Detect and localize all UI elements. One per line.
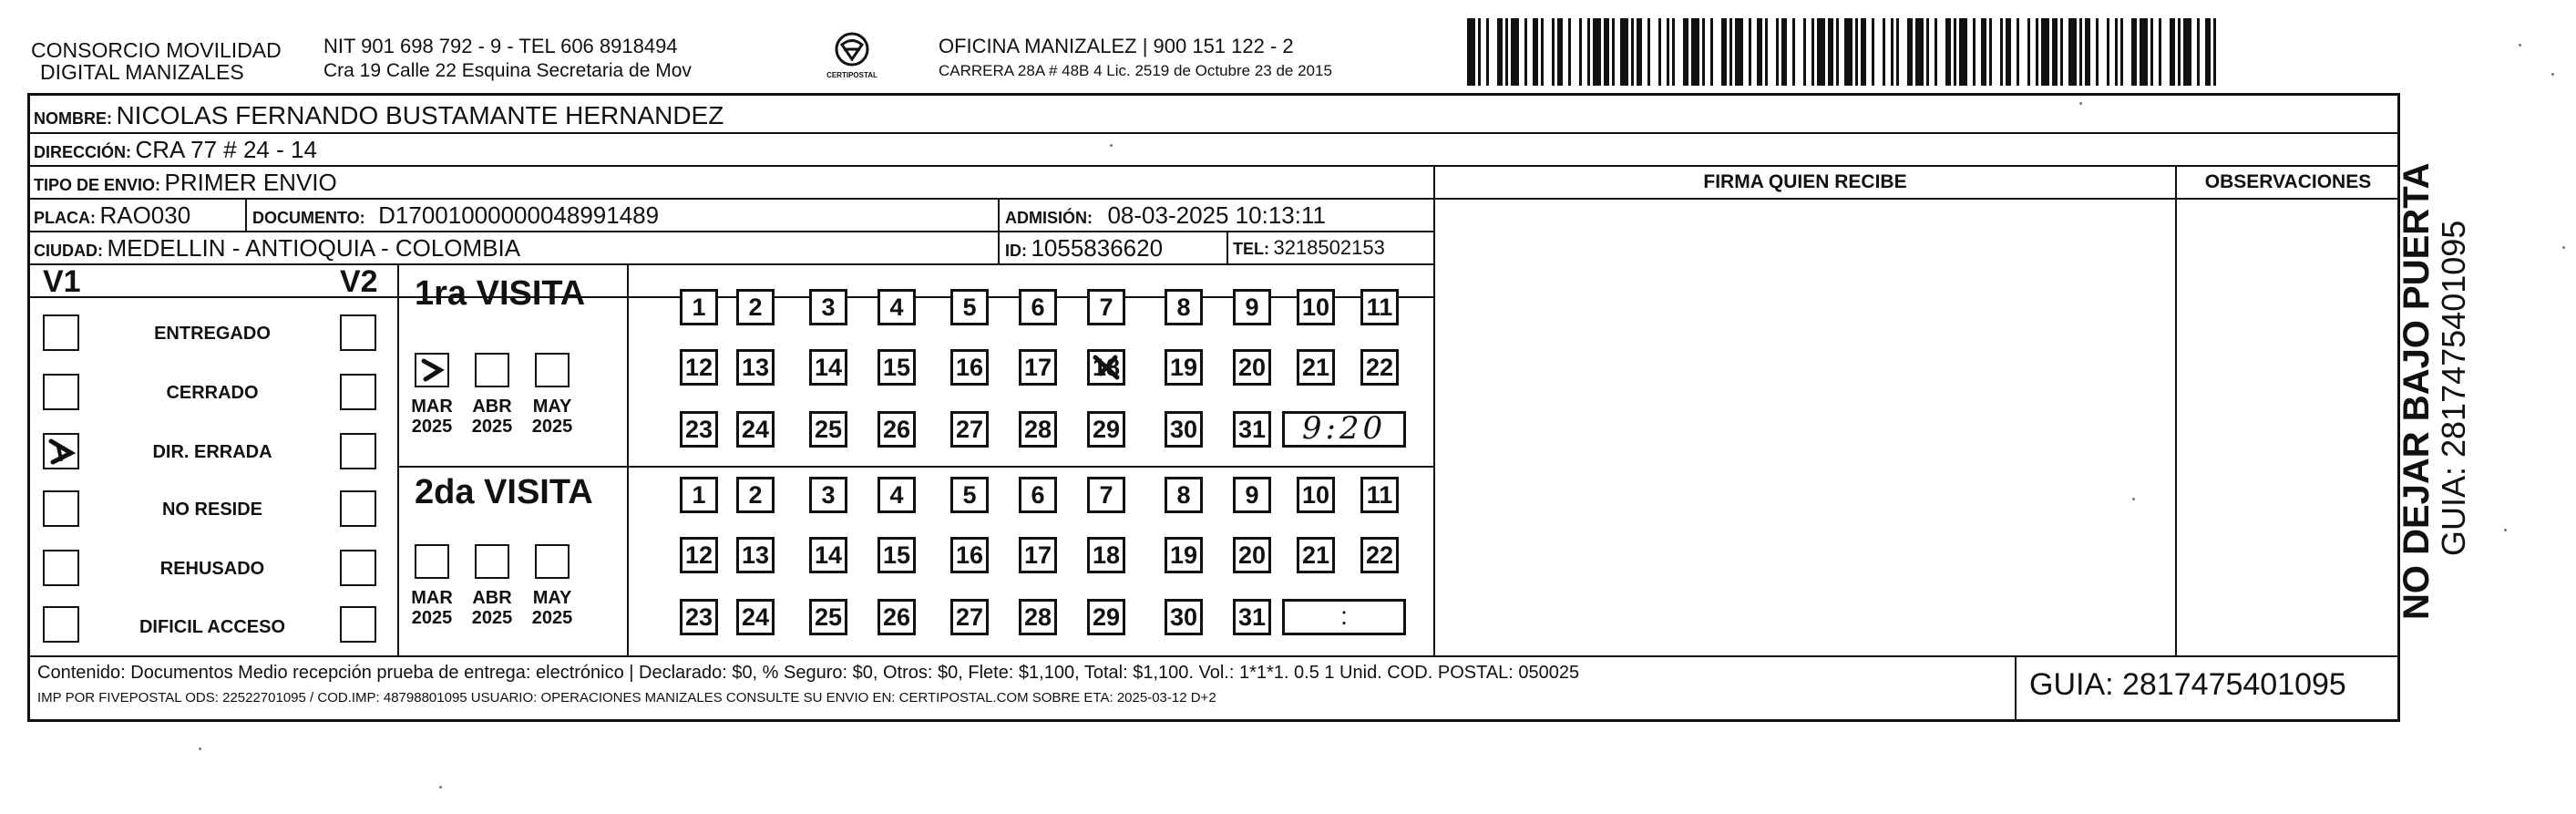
visit2-month-may-label: MAY 2025 — [531, 588, 573, 628]
visit1-day-23[interactable]: 23 — [680, 411, 718, 448]
document-field — [252, 201, 659, 230]
id-label: ID: — [1005, 242, 1027, 260]
admission-field — [1005, 201, 1326, 230]
plate-value: RAO030 — [99, 201, 191, 229]
visit2-day-28[interactable]: 28 — [1019, 599, 1057, 635]
v2-checkbox-dificil-acceso[interactable] — [340, 606, 376, 643]
visit2-month-mar-label: MAR 2025 — [411, 588, 453, 628]
visit1-title: 1ra VISITA — [415, 274, 586, 313]
visit2-day-25[interactable]: 25 — [809, 599, 847, 635]
visit1-day-13[interactable]: 13 — [736, 349, 775, 386]
address-field — [34, 136, 317, 164]
status-label-dir-errada: DIR. ERRADA — [152, 442, 272, 462]
admission-value: 08-03-2025 10:13:11 — [1107, 201, 1326, 229]
visit1-month-mar-label: MAR 2025 — [411, 397, 453, 437]
office-line1: OFICINA MANIZALEZ | 900 151 122 - 2 — [939, 35, 1294, 57]
visit2-month-mar-checkbox[interactable] — [415, 544, 449, 579]
visit2-day-8[interactable]: 8 — [1165, 477, 1203, 513]
v1-checkbox-rehusado[interactable] — [43, 550, 79, 586]
visit2-month-may-checkbox[interactable] — [535, 544, 570, 579]
visit2-day-18[interactable]: 18 — [1087, 537, 1125, 573]
visit1-day-2[interactable]: 2 — [736, 289, 775, 325]
visit1-day-10[interactable]: 10 — [1297, 289, 1335, 325]
checkmark-icon — [416, 355, 447, 386]
signature-header: FIRMA QUIEN RECIBE — [1703, 171, 1907, 192]
visit2-day-17[interactable]: 17 — [1019, 537, 1057, 573]
v2-checkbox-entregado[interactable] — [340, 314, 376, 351]
visit1-month-may-label: MAY 2025 — [531, 397, 573, 437]
visit1-day-3[interactable]: 3 — [809, 289, 847, 325]
visit2-day-23[interactable]: 23 — [680, 599, 718, 635]
v1-checkbox-cerrado[interactable] — [43, 374, 79, 410]
visit1-day-12[interactable]: 12 — [680, 349, 718, 386]
visit1-day-21[interactable]: 21 — [1297, 349, 1335, 386]
visit1-day-5[interactable]: 5 — [950, 289, 989, 325]
print-info: IMP POR FIVEPOSTAL ODS: 22522701095 / COD.IMP: 48798801095 USUARIO: OPERACIONES MANIZALES CONSULTE SU ENVIO EN: CERTIPOSTAL.COM SOBRE ETA: 2025-03-12 D+2 — [37, 690, 1216, 706]
visit1-month-abr-checkbox[interactable] — [475, 353, 509, 387]
address-value: CRA 77 # 24 - 14 — [135, 136, 317, 163]
visit1-day-26[interactable]: 26 — [877, 411, 916, 448]
no-dejar-bajo-puerta-notice: NO DEJAR BAJO PUERTA — [2396, 162, 2437, 620]
v1-checkbox-dir-errada[interactable] — [43, 433, 79, 469]
visit1-day-7[interactable]: 7 — [1087, 289, 1125, 325]
visit1-day-31[interactable]: 31 — [1233, 411, 1271, 448]
certipostal-logo — [818, 31, 886, 84]
city-value: MEDELLIN - ANTIOQUIA - COLOMBIA — [107, 234, 521, 262]
visit1-day-6[interactable]: 6 — [1019, 289, 1057, 325]
company-address: Cra 19 Calle 22 Esquina Secretaria de Mov — [323, 60, 692, 81]
visit2-day-15[interactable]: 15 — [877, 537, 916, 573]
visit1-day-22[interactable]: 22 — [1360, 349, 1399, 386]
city-field — [34, 234, 520, 263]
visit2-day-22[interactable]: 22 — [1360, 537, 1399, 573]
company-name-line1: CONSORCIO MOVILIDAD — [31, 38, 282, 62]
send-type-label: TIPO DE ENVIO: — [34, 176, 161, 194]
name-label: NOMBRE: — [34, 109, 112, 128]
status-label-dificil-acceso: DIFICIL ACCESO — [139, 617, 285, 637]
visit1-day-8[interactable]: 8 — [1165, 289, 1203, 325]
name-field — [34, 101, 724, 130]
id-value: 1055836620 — [1031, 234, 1164, 262]
visit1-month-abr-label: ABR 2025 — [471, 397, 513, 437]
visit2-day-19[interactable]: 19 — [1165, 537, 1203, 573]
visit1-day-4[interactable]: 4 — [877, 289, 916, 325]
visit2-day-16[interactable]: 16 — [950, 537, 989, 573]
checkmark-icon — [45, 435, 77, 468]
visit2-day-1[interactable]: 1 — [680, 477, 718, 513]
barcode — [1467, 18, 2219, 86]
v2-header: V2 — [340, 264, 378, 299]
status-label-cerrado: CERRADO — [166, 383, 259, 403]
company-name-line2: DIGITAL MANIZALES — [40, 60, 244, 84]
id-field — [1005, 234, 1163, 263]
visit1-time-field[interactable]: 9:20 — [1282, 411, 1406, 448]
city-label: CIUDAD: — [34, 242, 103, 260]
visit1-day-28[interactable]: 28 — [1019, 411, 1057, 448]
guide-form — [27, 93, 2400, 722]
visit1-day-14[interactable]: 14 — [809, 349, 847, 386]
v1-checkbox-dificil-acceso[interactable] — [43, 606, 79, 643]
observations-header: OBSERVACIONES — [2204, 171, 2372, 192]
send-type-value: PRIMER ENVIO — [164, 169, 337, 196]
status-label-rehusado: REHUSADO — [159, 559, 265, 579]
visit2-day-14[interactable]: 14 — [809, 537, 847, 573]
visit1-day-15[interactable]: 15 — [877, 349, 916, 386]
visit1-day-17[interactable]: 17 — [1019, 349, 1057, 386]
document-value: D17001000000048991489 — [378, 201, 660, 229]
visit1-month-mar-checkbox[interactable] — [415, 353, 449, 387]
visit2-day-13[interactable]: 13 — [736, 537, 775, 573]
visit2-day-11[interactable]: 11 — [1360, 477, 1399, 513]
visit2-day-27[interactable]: 27 — [950, 599, 989, 635]
v2-checkbox-cerrado[interactable] — [340, 374, 376, 410]
visit2-day-10[interactable]: 10 — [1297, 477, 1335, 513]
visit2-day-24[interactable]: 24 — [736, 599, 775, 635]
visit2-day-5[interactable]: 5 — [950, 477, 989, 513]
v1-checkbox-no-reside[interactable] — [43, 490, 79, 527]
visit1-day-27[interactable]: 27 — [950, 411, 989, 448]
visit1-day-24[interactable]: 24 — [736, 411, 775, 448]
visit2-day-20[interactable]: 20 — [1233, 537, 1271, 573]
address-label: DIRECCIÓN: — [34, 143, 131, 161]
v1-header: V1 — [43, 264, 81, 299]
visit2-day-4[interactable]: 4 — [877, 477, 916, 513]
admission-label: ADMISIÓN: — [1005, 209, 1093, 227]
visit2-day-30[interactable]: 30 — [1165, 599, 1203, 635]
visit1-day-18[interactable]: 18 — [1087, 349, 1125, 386]
guia-number: GUIA: 2817475401095 — [2029, 667, 2346, 702]
visit2-time-field[interactable]: : — [1282, 599, 1406, 635]
v2-checkbox-no-reside[interactable] — [340, 490, 376, 527]
v2-checkbox-rehusado[interactable] — [340, 550, 376, 586]
status-label-no-reside: NO RESIDE — [161, 500, 263, 520]
tel-value: 3218502153 — [1273, 236, 1385, 259]
visit2-day-3[interactable]: 3 — [809, 477, 847, 513]
v2-checkbox-dir-errada[interactable] — [340, 433, 376, 469]
company-nit: NIT 901 698 792 - 9 - TEL 606 8918494 — [323, 35, 678, 57]
visit2-day-26[interactable]: 26 — [877, 599, 916, 635]
visit2-month-abr-label: ABR 2025 — [471, 588, 513, 628]
tel-label: TEL: — [1233, 240, 1269, 258]
visit2-month-abr-checkbox[interactable] — [475, 544, 509, 579]
visit2-day-6[interactable]: 6 — [1019, 477, 1057, 513]
visit2-day-9[interactable]: 9 — [1233, 477, 1271, 513]
side-guia-number: GUIA: 2817475401095 — [2435, 220, 2472, 556]
office-line2: CARRERA 28A # 48B 4 Lic. 2519 de Octubre 23 de 2015 — [939, 62, 1332, 79]
document-label: DOCUMENTO: — [252, 209, 365, 227]
visit1-month-may-checkbox[interactable] — [535, 353, 570, 387]
tel-field — [1233, 236, 1385, 260]
visit1-day-9[interactable]: 9 — [1233, 289, 1271, 325]
visit2-day-12[interactable]: 12 — [680, 537, 718, 573]
plate-field — [34, 201, 190, 230]
visit1-day-11[interactable]: 11 — [1360, 289, 1399, 325]
visit2-day-21[interactable]: 21 — [1297, 537, 1335, 573]
logo-text: CERTIPOSTAL — [826, 71, 877, 79]
visit1-day-1[interactable]: 1 — [680, 289, 718, 325]
name-value: NICOLAS FERNANDO BUSTAMANTE HERNANDEZ — [116, 101, 724, 129]
v1-checkbox-entregado[interactable] — [43, 314, 79, 351]
visit1-day-29[interactable]: 29 — [1087, 411, 1125, 448]
status-label-entregado: ENTREGADO — [154, 324, 271, 344]
visit1-day-30[interactable]: 30 — [1165, 411, 1203, 448]
visit1-day-16[interactable]: 16 — [950, 349, 989, 386]
send-type-field — [34, 169, 337, 197]
plate-label: PLACA: — [34, 209, 96, 227]
visit2-day-29[interactable]: 29 — [1087, 599, 1125, 635]
visit2-day-31[interactable]: 31 — [1233, 599, 1271, 635]
content-summary: Contenido: Documentos Medio recepción prueba de entrega: electrónico | Declarado: $0, % Seguro: $0, Otros: $0, Flete: $1,100, Total: $1,100. Vol.: 1*1*1. 0.5 1 Unid. COD. POSTAL: 050025 — [37, 663, 1580, 683]
visit1-day-19[interactable]: 19 — [1165, 349, 1203, 386]
visit2-day-7[interactable]: 7 — [1087, 477, 1125, 513]
visit2-day-2[interactable]: 2 — [736, 477, 775, 513]
visit1-day-25[interactable]: 25 — [809, 411, 847, 448]
visit2-title: 2da VISITA — [415, 473, 593, 511]
visit1-day-20[interactable]: 20 — [1233, 349, 1271, 386]
checkmark-icon — [1090, 352, 1123, 383]
